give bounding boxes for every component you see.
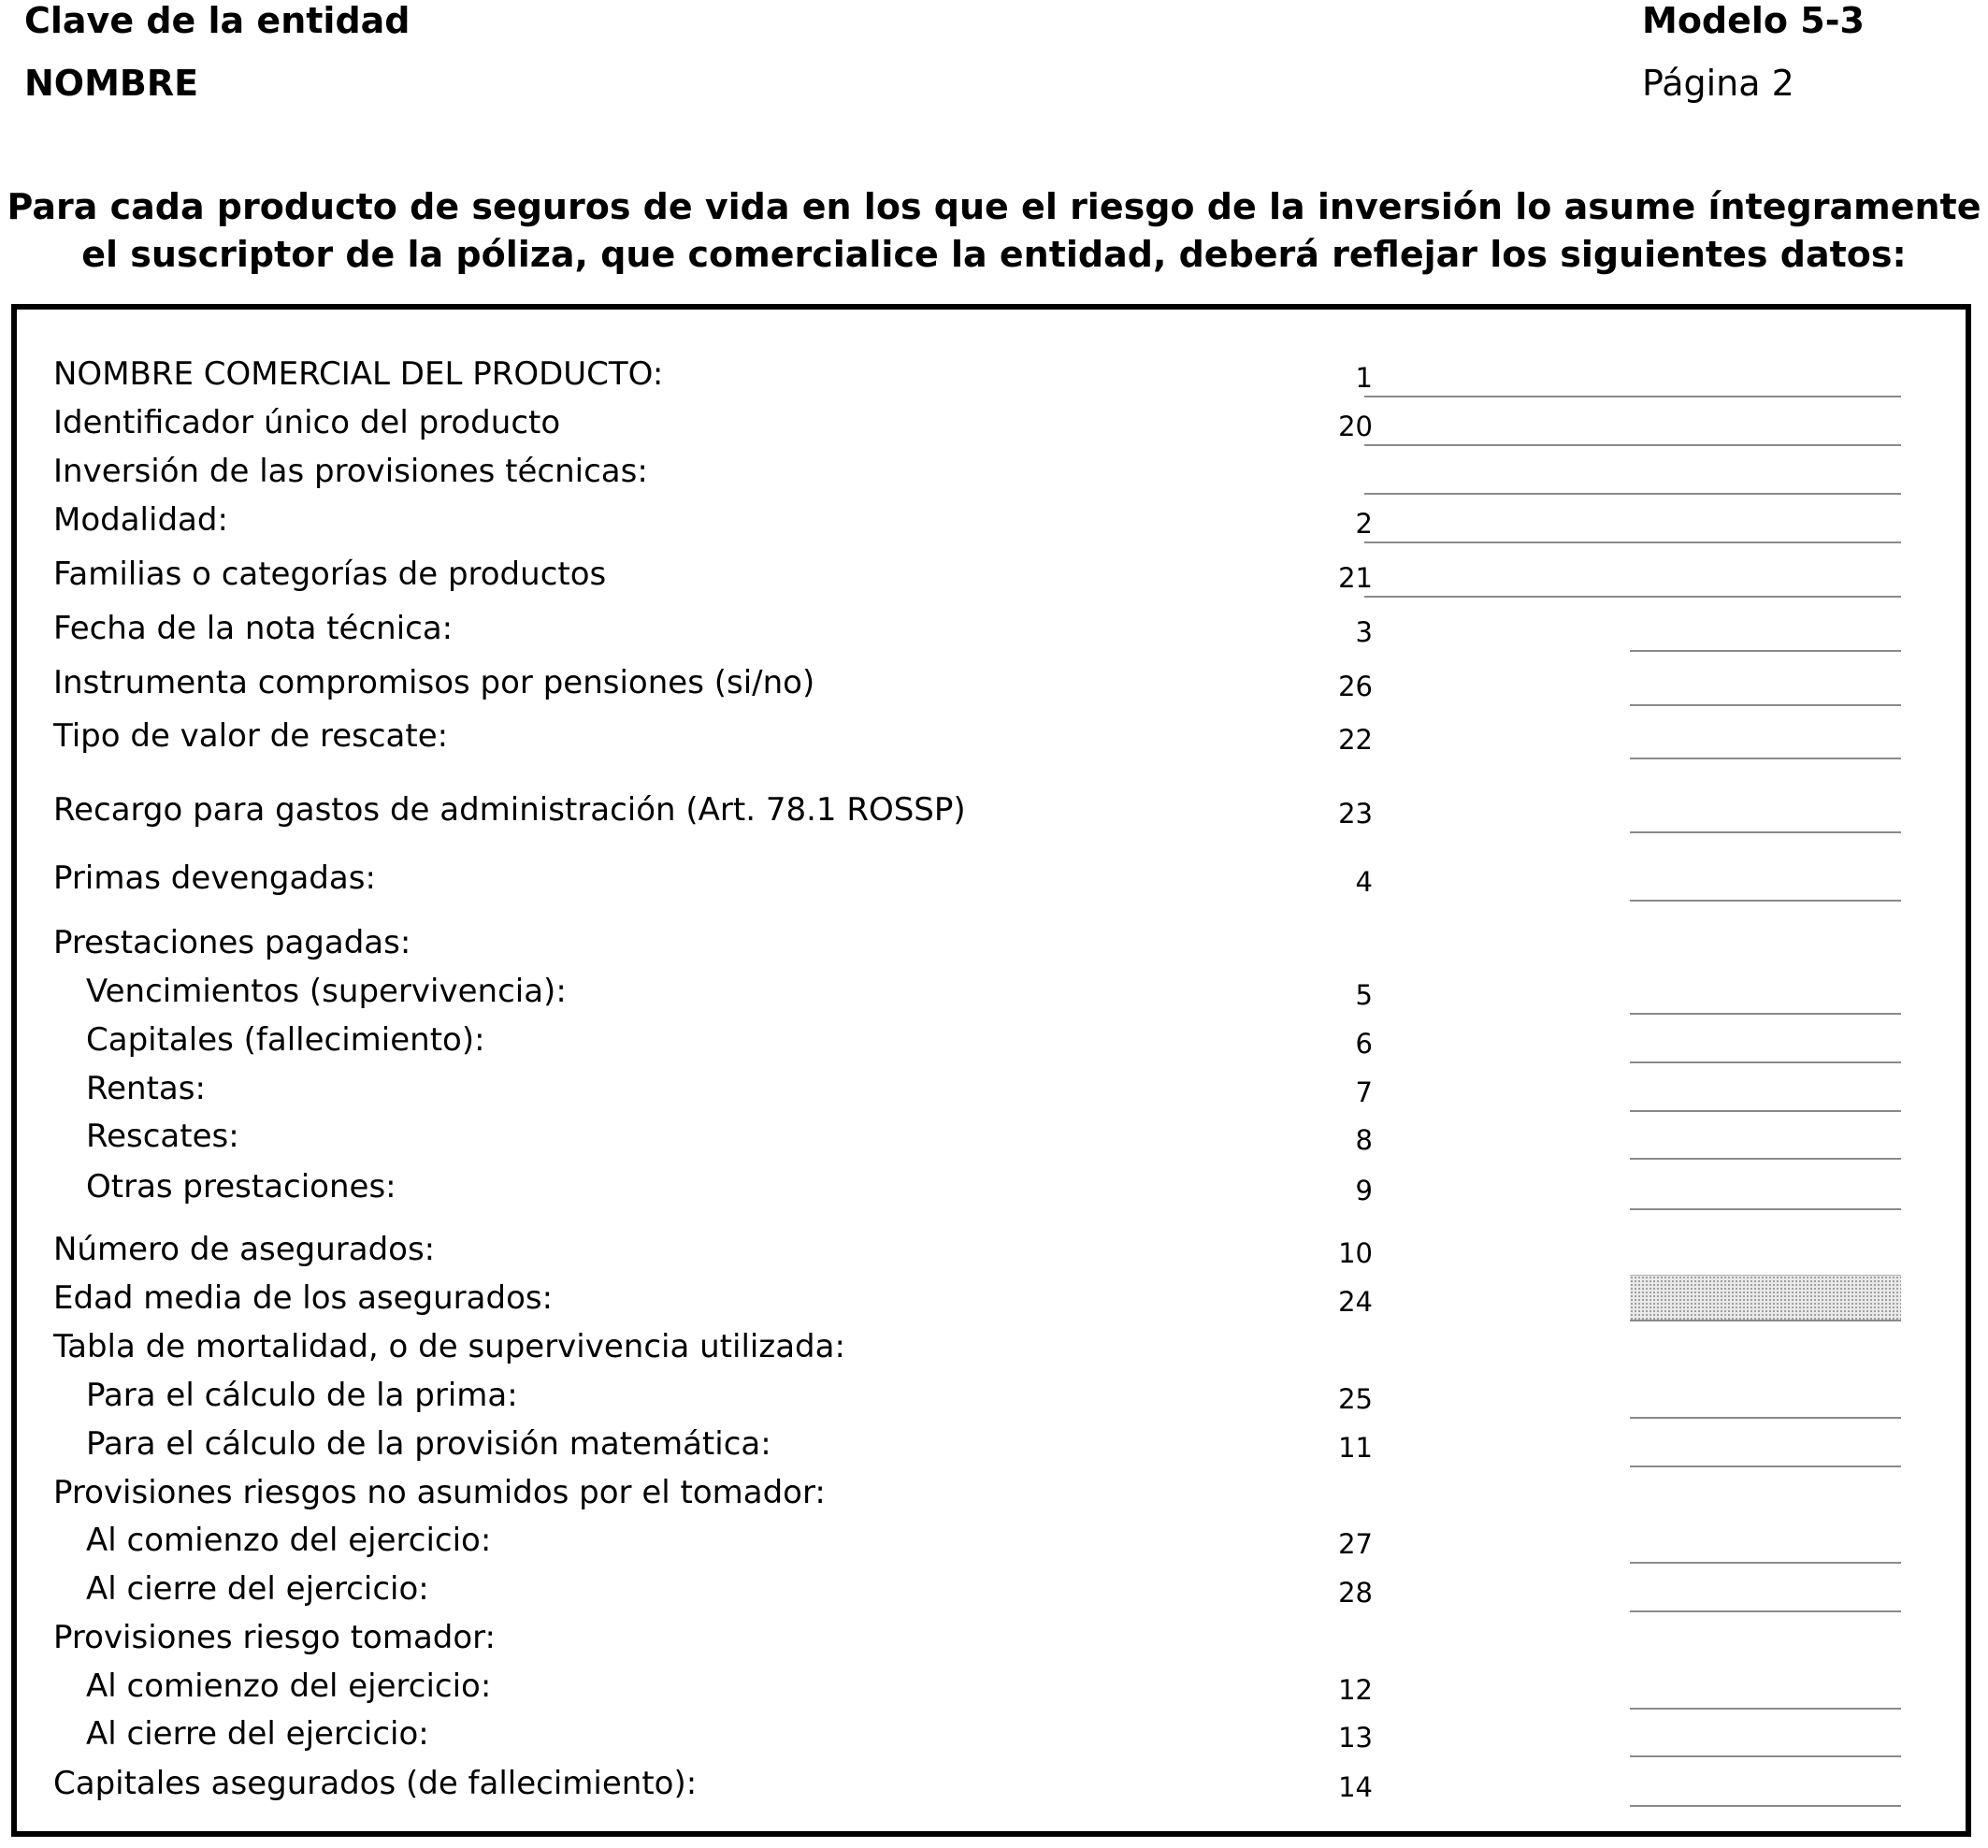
form-row (17, 1663, 1971, 1710)
row-code: 22 (1338, 724, 1373, 756)
input-field[interactable] (1630, 1573, 1901, 1612)
form-row (17, 1113, 1971, 1160)
instructions-line-1: Para cada producto de seguros de vida en los que el riesgo de la inversión lo asume íntegramente (7, 186, 1981, 227)
row-label: Al comienzo del ejercicio: (86, 1668, 492, 1705)
row-code: 6 (1355, 1028, 1373, 1060)
row-label: Capitales (fallecimiento): (86, 1021, 485, 1059)
form-row (17, 919, 1971, 966)
input-field[interactable] (1630, 1718, 1901, 1757)
input-field[interactable] (1364, 504, 1901, 543)
input-field[interactable] (1364, 407, 1901, 446)
row-code: 12 (1338, 1674, 1373, 1706)
input-field[interactable] (1630, 1073, 1901, 1112)
input-field[interactable] (1630, 1670, 1901, 1710)
form-row (17, 1517, 1971, 1564)
row-code: 9 (1355, 1175, 1373, 1206)
row-code: 8 (1355, 1124, 1373, 1156)
row-code: 4 (1355, 866, 1373, 898)
row-label: Familias o categorías de productos (53, 556, 607, 593)
form-row (17, 1017, 1971, 1063)
form-row (17, 1760, 1971, 1807)
shaded-field (1630, 1275, 1901, 1321)
entity-code-label: Clave de la entidad (24, 0, 411, 41)
form-box (11, 304, 1971, 1837)
row-label: Rescates: (86, 1118, 239, 1155)
row-code: 13 (1338, 1722, 1373, 1754)
row-label: Edad media de los asegurados: (53, 1279, 554, 1317)
row-code: 20 (1338, 411, 1373, 442)
form-row (17, 448, 1971, 495)
form-row (17, 1065, 1971, 1112)
row-code: 27 (1338, 1528, 1373, 1560)
input-field[interactable] (1630, 975, 1901, 1015)
row-label: Número de asegurados: (53, 1231, 436, 1268)
form-row (17, 1711, 1971, 1757)
form-row (17, 497, 1971, 543)
input-field[interactable] (1630, 794, 1901, 833)
row-code: 25 (1338, 1383, 1373, 1415)
form-row (17, 1421, 1971, 1467)
input-field[interactable] (1630, 667, 1901, 706)
row-label: Instrumenta compromisos por pensiones (si/no) (53, 664, 815, 701)
row-code: 7 (1355, 1076, 1373, 1108)
row-code: 14 (1338, 1771, 1373, 1803)
form-row (17, 787, 1971, 833)
row-code: 26 (1338, 671, 1373, 702)
form-row (17, 1275, 1971, 1321)
row-code: 5 (1355, 979, 1373, 1011)
input-field[interactable] (1630, 720, 1901, 759)
form-row (17, 399, 1971, 446)
row-code: 21 (1338, 562, 1373, 594)
row-code: 23 (1338, 798, 1373, 830)
form-row (17, 1226, 1971, 1273)
input-field[interactable] (1630, 1768, 1901, 1807)
row-label: Identificador único del producto (53, 404, 561, 441)
form-row (17, 968, 1971, 1015)
input-field[interactable] (1630, 1171, 1901, 1210)
input-field[interactable] (1630, 1024, 1901, 1063)
form-model-label: Modelo 5-3 (1642, 0, 1865, 41)
row-label: Para el cálculo de la prima: (86, 1377, 518, 1414)
row-code: 3 (1355, 616, 1373, 648)
row-label: Al cierre del ejercicio: (86, 1570, 429, 1608)
input-field[interactable] (1630, 1379, 1901, 1419)
form-row (17, 1323, 1971, 1370)
row-label: Tipo de valor de rescate: (53, 717, 449, 755)
input-field[interactable] (1364, 558, 1901, 598)
input-field[interactable] (1630, 1428, 1901, 1467)
row-label: Para el cálculo de la provisión matemática: (86, 1425, 771, 1463)
row-label: Capitales asegurados (de fallecimiento): (53, 1765, 698, 1802)
form-row (17, 1614, 1971, 1661)
row-label: Rentas: (86, 1070, 206, 1107)
row-label: Otras prestaciones: (86, 1168, 396, 1206)
row-label: Provisiones riesgo tomador: (53, 1619, 497, 1656)
row-label: Prestaciones pagadas: (53, 924, 411, 961)
row-label: Recargo para gastos de administración (Art. 78.1 ROSSP) (53, 791, 966, 829)
input-field[interactable] (1630, 1524, 1901, 1564)
form-row (17, 1372, 1971, 1419)
row-label: Modalidad: (53, 501, 228, 539)
input-field[interactable] (1630, 862, 1901, 902)
input-field[interactable] (1630, 613, 1901, 652)
form-row (17, 551, 1971, 598)
row-label: NOMBRE COMERCIAL DEL PRODUCTO: (53, 355, 664, 393)
row-label: Al cierre del ejercicio: (86, 1715, 429, 1753)
form-row (17, 855, 1971, 902)
row-code: 10 (1338, 1237, 1373, 1269)
row-code: 11 (1338, 1432, 1373, 1464)
form-row (17, 605, 1971, 652)
form-row (17, 1469, 1971, 1516)
input-field[interactable] (1630, 1120, 1901, 1160)
row-label: Provisiones riesgos no asumidos por el tomador: (53, 1474, 826, 1511)
row-label: Vencimientos (supervivencia): (86, 973, 567, 1010)
form-row (17, 659, 1971, 706)
form-row (17, 713, 1971, 759)
page-number-label: Página 2 (1642, 63, 1794, 104)
input-field[interactable] (1364, 455, 1901, 495)
form-row (17, 1163, 1971, 1210)
form-instructions (0, 183, 1988, 279)
row-label: Al comienzo del ejercicio: (86, 1522, 492, 1559)
row-code: 24 (1338, 1286, 1373, 1318)
instructions-line-2: el suscriptor de la póliza, que comercialice la entidad, deberá reflejar los siguientes datos: (81, 234, 1907, 275)
row-code: 2 (1355, 508, 1373, 540)
row-label: Primas devengadas: (53, 859, 376, 897)
input-field[interactable] (1364, 358, 1901, 397)
row-code: 28 (1338, 1577, 1373, 1609)
form-row (17, 1566, 1971, 1612)
row-label: Tabla de mortalidad, o de supervivencia utilizada: (53, 1328, 845, 1365)
form-row (17, 351, 1971, 397)
row-label: Inversión de las provisiones técnicas: (53, 453, 648, 490)
row-code: 1 (1355, 362, 1373, 394)
row-label: Fecha de la nota técnica: (53, 610, 454, 647)
entity-name-label: NOMBRE (24, 63, 199, 104)
